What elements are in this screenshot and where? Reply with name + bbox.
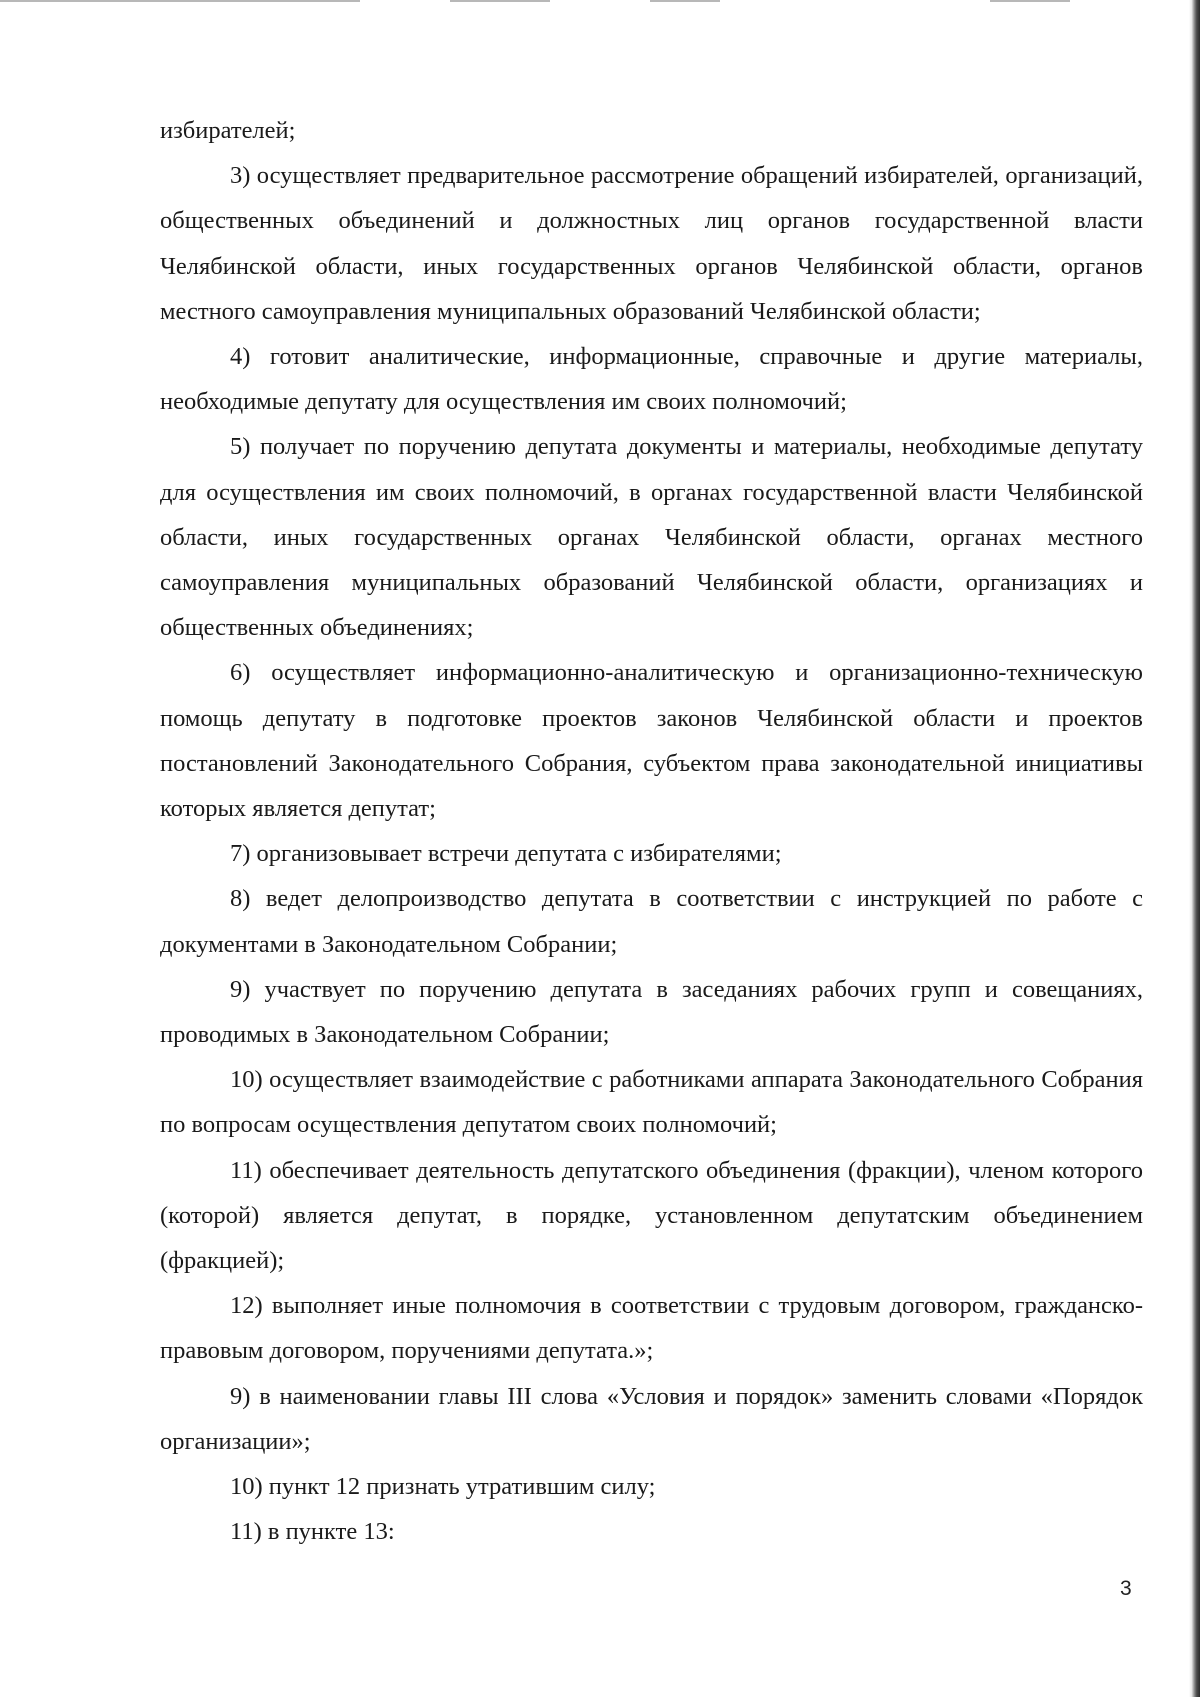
scan-edge [1192,0,1200,1697]
list-item-8: 8) ведет делопроизводство депутата в соответствии с инструкцией по работе с документами в Законодательном Собрании; [160,885,1143,958]
scan-artifact [0,0,360,2]
list-item-3: 3) осуществляет предварительное рассмотрение обращений избирателей, организаций, общественных объединений и должностных лиц органов государственной власти Челябинской области, иных государственных органов Челябинской области, органов местного самоуправления муниципальных образований Челябинской области; [160,162,1143,325]
scan-artifact [990,0,1070,2]
scan-artifact [650,0,720,2]
list-item-10: 10) осуществляет взаимодействие с работниками аппарата Законодательного Собрания по вопросам осуществления депутатом своих полномочий; [160,1066,1143,1139]
amendment-item-10: 10) пункт 12 признать утратившим силу; [230,1473,656,1501]
page-number: 3 [1120,1577,1132,1600]
list-item-5: 5) получает по поручению депутата документы и материалы, необходимые депутату для осуществления им своих полномочий, в органах государственной власти Челябинской области, иных государственных органах Челябинской области, органах местного самоуправления муниципальных образований Челябинской области, организациях и общественных объединениях; [160,433,1143,642]
list-item-4: 4) готовит аналитические, информационные, справочные и другие материалы, необходимые депутату для осуществления им своих полномочий; [160,343,1143,416]
list-item-9: 9) участвует по поручению депутата в заседаниях рабочих групп и совещаниях, проводимых в Законодательном Собрании; [160,975,1143,1049]
amendment-item-11: 11) в пункте 13: [230,1518,395,1546]
list-item-7: 7) организовывает встречи депутата с избирателями; [230,840,782,868]
amendment-item-9: 9) в наименовании главы III слова «Условия и порядок» заменить словами «Порядок организации»; [160,1382,1143,1455]
document-body [160,108,1143,1555]
list-item-12: 12) выполняет иные полномочия в соответствии с трудовым договором, гражданско-правовым договором, поручениями депутата.»; [160,1292,1143,1365]
paragraph-continuation: избирателей; [160,117,296,144]
list-item-11: 11) обеспечивает деятельность депутатского объединения (фракции), членом которого (которой) является депутат, в порядке, установленном депутатским объединением (фракцией); [160,1156,1143,1275]
list-item-6: 6) осуществляет информационно-аналитическую и организационно-техническую помощь депутату в подготовке проектов законов Челябинской области и проектов постановлений Законодательного Собрания, субъектом права законодательной инициативы которых является депутат; [160,659,1143,823]
scan-artifact [450,0,550,2]
